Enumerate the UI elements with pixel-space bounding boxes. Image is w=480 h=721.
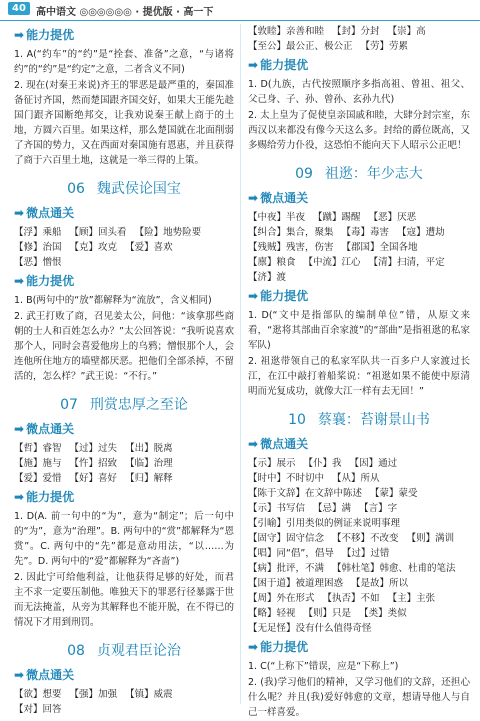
vocab-term [14,687,62,702]
vocab-word: 【忤】 [69,458,99,469]
vocab-meaning: 高 [416,26,426,37]
chapter-heading: 08 贞观君臣论治 [67,643,181,659]
vocab-meaning: 外在形式 [276,593,315,604]
arrow-icon: ➡ [14,28,25,42]
vocab-term [248,516,400,531]
arrow-icon: ➡ [14,206,25,220]
vocab-term [332,24,380,39]
vocab-word: 【险】 [134,227,164,238]
vocab-word: 【则】 [406,533,436,544]
vocab-meaning: 固守信念 [286,533,325,544]
vocab-term [397,225,445,240]
answer-paragraph: 1. B(两句中的“放”都解释为“流放”，含义相同) [14,295,212,306]
vocab-word: 【对】 [14,704,43,715]
vocab-meaning: 批评，不满 [276,563,325,574]
vocab-meaning: 半夜 [286,212,306,223]
vocab-word: 【唱】 [248,548,277,559]
vocab-term [342,225,390,240]
vocab-meaning: 憎恨 [42,257,62,268]
vocab-meaning: 劳累 [389,41,409,52]
vocab-word: 【仆】 [303,458,333,469]
vocab-term [248,240,334,255]
vocab-word: 【周】 [248,593,277,604]
vocab-term [332,531,399,546]
section-heading: ➡ 能力提优 [248,640,309,654]
answer-paragraph: 1. D(A. 前一句中的“为”，意为“制定”；后一句中的“为”，意为“治理”。B. 两句中的“赏”都解释为“恩赏”。C. 两句中的“先”都是意动用法，“以……为先”。D. 两句中的“爱”都解释为“吝啬”) [14,511,234,567]
vocab-word: 【是故】 [351,578,390,589]
vocab-word: 【爱】 [125,242,154,253]
vocab-word: 【修】 [14,242,43,253]
vocab-word: 【蒙】 [370,488,399,499]
vocab-list [248,210,470,285]
vocab-term [248,621,372,636]
vocab-meaning: 集合，聚集 [286,227,334,238]
vocab-meaning: 不改变 [370,533,399,544]
vocab-meaning: 攻克 [98,242,118,253]
vocab-word: 【好】 [69,473,99,484]
answer-paragraph: 2. 现在(对秦王来说)齐王的罪恶是最严重的，秦国准备征讨齐国，然而楚国跟齐国交好，如果大王能先趁国门跟齐国断绝邦交，让我劝说秦王献上商于的土地，方圆六百里。如果这样，那么楚国就在北面削弱了齐国的势力，又在西面对秦国施有恩惠，并且获得了商于六百里土地，这就是一举三得的上策。 [14,80,234,166]
answer-paragraph: 1. D(九族，古代按照顺序多指高祖、曾祖、祖父、父己身、子、孙、曾孙、玄孙九代) [248,79,470,105]
vocab-term [388,591,436,606]
vocab-word: 【欲】 [14,689,43,700]
vocab-word: 【过】 [69,443,99,454]
vocab-word: 【强】 [69,689,99,700]
answer-paragraph: 2. (我)学习他们的精神，又学习他们的文辞，还担心什么呢？并且(我)爱好韩愈的文章，想请导他人与自己一样喜爱。 [248,677,470,718]
chapter-heading: 07 刑赏忠厚之至论 [60,397,188,413]
vocab-word: 【因】 [349,458,379,469]
vocab-word: 【敦睦】 [248,26,287,37]
arrow-icon: ➡ [14,490,25,504]
vocab-meaning: 渡 [276,272,287,283]
vocab-word: 【中夜】 [248,212,287,223]
vocab-term [323,591,380,606]
vocab-word: 【略】 [248,608,277,619]
vocab-term [248,501,305,516]
vocab-meaning: 喜好 [98,473,118,484]
vocab-term [14,702,62,717]
vocab-term [248,24,324,39]
vocab-meaning: 粮食 [276,257,296,268]
vocab-word: 【则】 [303,608,333,619]
vocab-list [248,24,470,54]
vocab-word: 【浮】 [14,227,43,238]
vocab-term [70,456,118,471]
vocab-word: 【出】 [125,443,154,454]
vocab-meaning: 韩愈、杜甫的笔法 [379,563,456,574]
vocab-word: 【不移】 [332,533,371,544]
vocab-meaning: 爱惜 [42,473,62,484]
vocab-word: 【至公】 [248,41,287,52]
vocab-term [370,486,418,501]
vocab-word: 【清】 [368,257,398,268]
vocab-meaning: 只是 [332,608,352,619]
vocab-term [125,471,173,486]
vocab-meaning: 同“倡”，倡导 [276,548,334,559]
vocab-word: 【廪】 [248,257,277,268]
vocab-word: 【无足怪】 [248,623,296,634]
vocab-word: 【济】 [248,272,277,283]
vocab-meaning: 分封 [360,26,380,37]
left-column [14,24,234,719]
vocab-meaning: 厌恶 [397,212,417,223]
page-header [0,0,480,21]
vocab-word: 【忌】 [313,503,342,514]
vocab-meaning: 治理 [153,458,173,469]
vocab-term [351,576,408,591]
vocab-meaning: 字 [387,503,398,514]
vocab-word: 【示】 [248,458,277,469]
vocab-term [248,546,334,561]
vocab-meaning: 满 [341,503,352,514]
vocab-word: 【毒】 [341,227,371,238]
vocab-term [14,240,62,255]
vocab-meaning: 招致 [98,458,118,469]
vocab-meaning: 过错 [370,548,390,559]
vocab-meaning: 引用类似的例证来说明事理 [286,518,401,529]
vocab-term [361,39,409,54]
section-heading: ➡ 能力提优 [14,490,75,504]
vocab-term [248,456,296,471]
right-column [248,24,470,721]
vocab-meaning: 我 [332,458,342,469]
vocab-term [14,471,62,486]
vocab-term [70,225,127,240]
chapter-heading: 06 魏武侯论国宝 [67,181,181,197]
vocab-term [304,606,352,621]
vocab-meaning: 过失 [98,443,118,454]
vocab-term [125,441,173,456]
vocab-meaning: 想要 [42,689,62,700]
vocab-meaning: 解释 [153,473,173,484]
vocab-word: 【顾】 [69,227,99,238]
vocab-meaning: 残害，伤害 [286,242,334,253]
vocab-word: 【郡国】 [341,242,380,253]
vocab-term [248,225,334,240]
vocab-term [70,240,118,255]
vocab-term [14,456,62,471]
vocab-word: 【施】 [14,458,43,469]
vocab-word: 【蹴】 [313,212,342,223]
answer-paragraph: 2. 因此宁可给他利益，让他获得足够的好处，而君主不求一定要压制他。唯独天下的罪恶行径暴露于世而无法掩盖，从旁为其解释也不能开脱，在不得已的情况下才用到刑罚。 [14,572,234,628]
vocab-term [248,531,324,546]
vocab-word: 【归】 [125,473,154,484]
vocab-word: 【爱】 [14,473,43,484]
vocab-term [248,591,315,606]
vocab-meaning: 加强 [98,689,118,700]
page-number: 40 [8,2,30,15]
arrow-icon: ➡ [248,58,259,72]
vocab-list [14,687,234,717]
vocab-meaning: 江心 [341,257,361,268]
vocab-term [248,270,286,285]
vocab-list [14,225,234,270]
vocab-term [369,255,445,270]
vocab-term [304,456,342,471]
vocab-meaning: 轻视 [276,608,296,619]
vocab-word: 【崇】 [387,26,417,37]
section-heading: ➡ 微点通关 [14,206,75,220]
vocab-word: 【韩杜笔】 [332,563,380,574]
section-heading: ➡ 能力提优 [14,28,75,42]
vocab-meaning: 在文辞中陈述 [305,488,363,499]
vocab-meaning: 踢醒 [341,212,361,223]
arrow-icon: ➡ [248,191,259,205]
vocab-meaning: 扫清，平定 [397,257,445,268]
vocab-meaning: 全国各地 [379,242,418,253]
section-heading: ➡ 能力提优 [14,274,75,288]
section-heading: ➡ 能力提优 [248,289,309,303]
vocab-term [248,255,296,270]
vocab-term [248,210,305,225]
answer-paragraph: 2. 武王打败了商，召见姜太公，问他：“该拿那些商朝的士人和百姓怎么办？”太公回答说：“我听说喜欢那个人，同时会喜爱他房上的乌鸦；憎恨那个人，会连他所住地方的墙壁都厌恶。把他们全部杀掉，不留活的，怎么样？”武王说：“不行。” [14,311,234,382]
vocab-term [359,606,407,621]
vocab-word: 【恶】 [14,257,43,268]
vocab-list [248,456,470,636]
vocab-meaning: 威震 [153,689,173,700]
vocab-meaning: 睿智 [42,443,62,454]
vocab-meaning: 被道理困惑 [295,578,344,589]
vocab-word: 【中流】 [303,257,342,268]
vocab-term [125,687,173,702]
arrow-icon: ➡ [14,668,25,682]
vocab-word: 【劳】 [360,41,390,52]
section-heading: ➡ 微点通关 [248,437,309,451]
vocab-term [125,240,173,255]
vocab-term [313,210,361,225]
vocab-meaning: 毒害 [370,227,390,238]
vocab-word: 【引喻】 [248,518,287,529]
vocab-word: 【恶】 [368,212,398,223]
vocab-term [14,225,62,240]
vocab-word: 【封】 [332,26,361,37]
column-divider [240,24,241,704]
vocab-word: 【哲】 [14,443,43,454]
vocab-term [332,561,456,576]
vocab-meaning: 满训 [435,533,455,544]
section-heading: ➡ 微点通关 [14,422,75,436]
answer-paragraph: 1. C(“上称下”错误，应是“下称上”) [248,661,399,672]
vocab-term [342,240,418,255]
vocab-word: 【主】 [387,593,417,604]
vocab-term [342,546,390,561]
vocab-term [248,39,353,54]
vocab-meaning: 所从 [360,473,380,484]
vocab-meaning: 亲善和睦 [286,26,325,37]
chapter-heading: 10 蔡襄：苔谢景山书 [288,412,430,428]
arrow-icon: ➡ [14,274,25,288]
vocab-word: 【困于道】 [248,578,296,589]
vocab-meaning: 没有什么值得奇怪 [295,623,372,634]
vocab-word: 【纠合】 [248,227,287,238]
vocab-word: 【病】 [248,563,277,574]
vocab-term [14,441,62,456]
vocab-term [248,471,324,486]
vocab-meaning: 通过 [378,458,398,469]
vocab-term [70,687,118,702]
vocab-meaning: 回头看 [98,227,127,238]
vocab-word: 【示】 [248,503,277,514]
answer-paragraph: 1. D(“文中是指部队的编制单位”错，从原文来看，“逖将其部曲百余家渡”的“部曲”是指祖逖的私家军队) [248,310,470,351]
vocab-meaning: 书写信 [276,503,306,514]
section-heading: ➡ 微点通关 [14,668,75,682]
vocab-term [369,210,417,225]
vocab-term [332,471,380,486]
vocab-term [388,24,426,39]
vocab-term [407,531,455,546]
answer-paragraph: 2. 太上皇为了促使皇亲国戚和睦，大肆分封宗室，东西汉以来都没有像今天这么多。封给的爵位既高，又多赐给劳力仆役，这恐怕不能向天下人昭示公正吧！ [248,110,470,151]
vocab-meaning: 所以 [389,578,409,589]
vocab-meaning: 乘船 [42,227,62,238]
arrow-icon: ➡ [248,437,259,451]
vocab-meaning: 遭劫 [425,227,445,238]
answer-paragraph: 1. A(“约车”的“约”是“拴套、准备”之意，“与诸将约”的“约”是“约定”之意，二者含义不同) [14,49,234,75]
arrow-icon: ➡ [14,422,25,436]
vocab-meaning: 主张 [416,593,436,604]
vocab-meaning: 蒙受 [398,488,418,499]
vocab-meaning: 最公正、极公正 [286,41,353,52]
vocab-word: 【固守】 [248,533,287,544]
vocab-list [14,441,234,486]
vocab-meaning: 喜欢 [153,242,173,253]
vocab-meaning: 地势险要 [163,227,202,238]
vocab-meaning: 治国 [42,242,62,253]
arrow-icon: ➡ [248,640,259,654]
chapter-heading: 09 祖逖：年少志大 [295,166,423,182]
arrow-icon: ➡ [248,289,259,303]
vocab-word: 【陈于文辞】 [248,488,306,499]
vocab-term [14,255,62,270]
vocab-word: 【执否】 [322,593,361,604]
vocab-word: 【残贼】 [248,242,287,253]
vocab-meaning: 展示 [276,458,296,469]
vocab-term [248,561,324,576]
section-heading: ➡ 微点通关 [248,191,309,205]
vocab-term [125,456,173,471]
vocab-term [304,255,361,270]
vocab-word: 【寇】 [397,227,426,238]
vocab-word: 【时中】 [248,473,287,484]
vocab-term [359,501,397,516]
vocab-word: 【类】 [359,608,388,619]
vocab-word: 【临】 [125,458,154,469]
vocab-meaning: 不如 [360,593,380,604]
vocab-term [248,486,362,501]
vocab-term [248,606,296,621]
vocab-word: 【从】 [332,473,361,484]
vocab-word: 【镇】 [125,689,154,700]
vocab-meaning: 脱离 [153,443,173,454]
vocab-term [70,471,118,486]
answer-paragraph: 2. 祖逖带领自己的私家军队共一百多户人家渡过长江，在江中敲打着船桨说：“祖逖如果不能使中原清明而光复成功，就像大江一样有去无回！” [248,356,470,397]
vocab-meaning: 施与 [42,458,62,469]
vocab-term [70,441,118,456]
book-title: 高中语文 ◎◎◎◎◎◎ · 提优版 · 高一下 [36,7,214,18]
section-heading: ➡ 能力提优 [248,58,309,72]
vocab-term [313,501,351,516]
vocab-term [248,576,343,591]
vocab-word: 【克】 [69,242,99,253]
vocab-word: 【过】 [341,548,371,559]
vocab-meaning: 回答 [42,704,62,715]
vocab-meaning: 不时切中 [286,473,325,484]
vocab-meaning: 类似 [387,608,407,619]
vocab-word: 【言】 [359,503,388,514]
vocab-term [350,456,398,471]
vocab-term [135,225,202,240]
